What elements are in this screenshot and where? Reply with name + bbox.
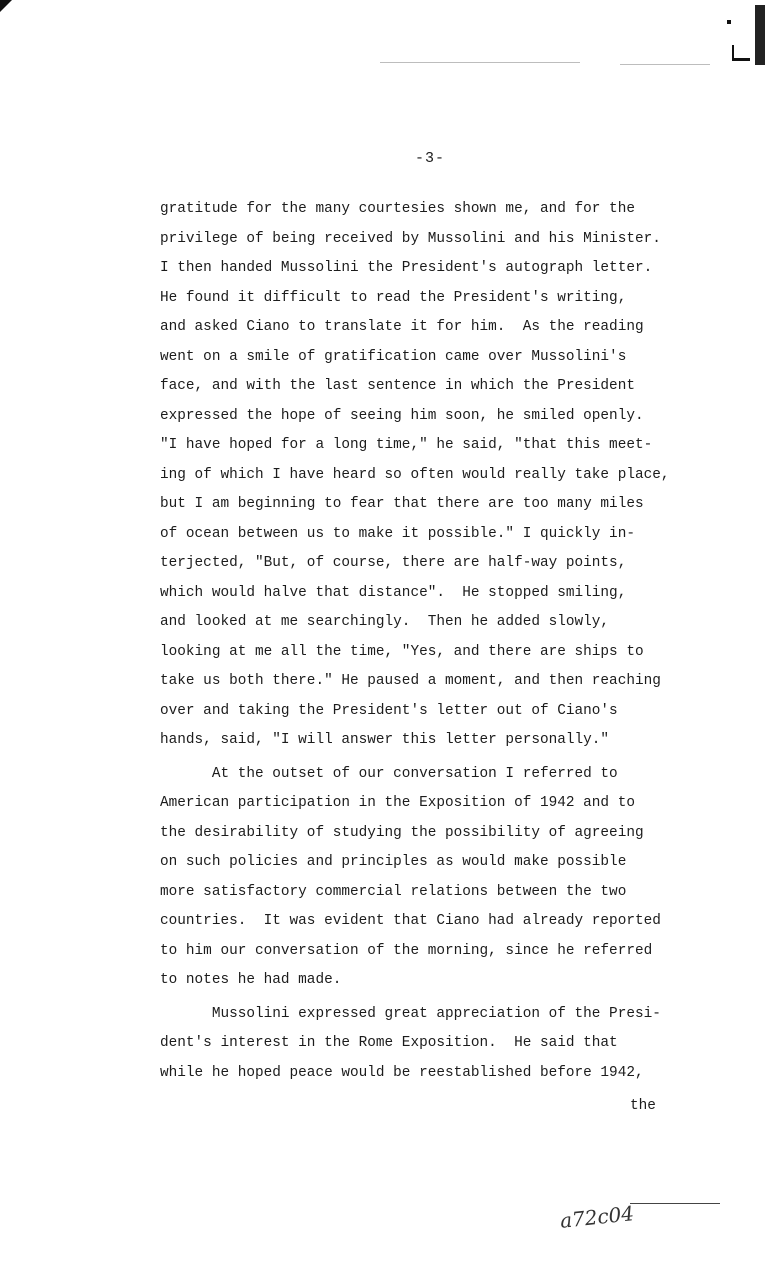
scan-bottom-rule: [630, 1203, 720, 1204]
text-line: At the outset of our conversation I referred to: [160, 765, 618, 782]
text-line: hands, said, "I will answer this letter personally.": [160, 732, 610, 748]
text-line: while he hoped peace would be reestablished before 1942,: [160, 1064, 644, 1081]
letter-body: [160, 195, 720, 1088]
text-line: gratitude for the many courtesies shown me, and for the: [160, 201, 635, 217]
text-line: and looked at me searchingly. Then he added slowly,: [160, 614, 610, 630]
text-line: of ocean between us to make it possible." I quickly in-: [160, 525, 635, 542]
text-line: looking at me all the time, "Yes, and there are ships to: [160, 643, 644, 660]
text-line: ing of which I have heard so often would really take place,: [160, 466, 670, 483]
text-line: over and taking the President's letter out of Ciano's: [160, 702, 618, 719]
text-line: and asked Ciano to translate it for him. As the reading: [160, 319, 644, 335]
text-line: the desirability of studying the possibility of agreeing: [160, 824, 644, 841]
text-line: He found it difficult to read the President's writing,: [160, 289, 627, 306]
text-line: to notes he had made.: [160, 972, 342, 988]
text-line: I then handed Mussolini the President's autograph letter.: [160, 260, 653, 276]
text-line: went on a smile of gratification came over Mussolini's: [160, 348, 627, 365]
scan-top-rule: [380, 62, 580, 63]
text-line: Mussolini expressed great appreciation of the Presi-: [160, 1005, 661, 1022]
text-line: which would halve that distance". He stopped smiling,: [160, 584, 627, 601]
text-line: but I am beginning to fear that there are too many miles: [160, 496, 644, 512]
scan-edge-mark: [727, 20, 731, 24]
text-line: "I have hoped for a long time," he said, "that this meet-: [160, 437, 653, 453]
text-line: to him our conversation of the morning, since he referred: [160, 942, 653, 959]
scan-edge-mark: [755, 5, 765, 65]
text-line: countries. It was evident that Ciano had already reported: [160, 913, 661, 929]
text-line: privilege of being received by Mussolini and his Minister.: [160, 230, 661, 247]
handwritten-file-number: a72c04: [558, 1201, 636, 1233]
text-line: dent's interest in the Rome Exposition. He said that: [160, 1035, 618, 1051]
text-line: on such policies and principles as would make possible: [160, 854, 627, 870]
scan-top-rule: [620, 64, 710, 65]
text-line: take us both there." He paused a moment, and then reaching: [160, 673, 661, 689]
text-line: expressed the hope of seeing him soon, he smiled openly.: [160, 407, 644, 424]
text-line: face, and with the last sentence in which the President: [160, 378, 635, 394]
catchword: the: [630, 1098, 656, 1114]
page-number: -3-: [415, 150, 446, 167]
text-line: terjected, "But, of course, there are half-way points,: [160, 555, 627, 571]
text-line: more satisfactory commercial relations between the two: [160, 883, 627, 900]
text-line: American participation in the Exposition of 1942 and to: [160, 795, 635, 811]
scan-corner-mark: [0, 0, 12, 12]
scan-edge-mark: [732, 58, 750, 61]
